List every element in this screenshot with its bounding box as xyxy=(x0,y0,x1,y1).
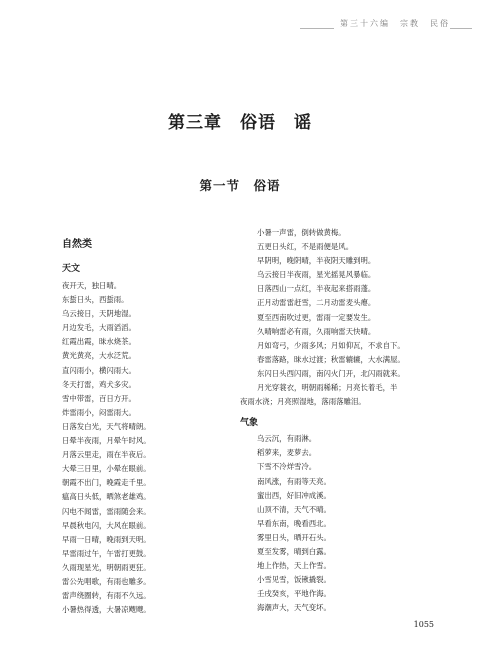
proverb-line: 乌云接日，天阴地湿。 xyxy=(62,309,136,319)
proverb-line: 久雨现星光，明朝雨更狂。 xyxy=(62,562,151,572)
proverb-line: 月边发毛，大雨滔滔。 xyxy=(62,323,136,333)
proverb-line: 蜜出西，好旧冲成溪。 xyxy=(257,490,331,500)
proverb-line: 朝霞不出门，晚霞走千里。 xyxy=(62,478,151,488)
proverb-line: 小暑热得透，大暑凉飕飕。 xyxy=(62,605,151,615)
proverb-line: 早雨一日晴，晚雨到天明。 xyxy=(62,534,151,544)
proverb-line: 地上作热，天上作雪。 xyxy=(257,561,331,571)
proverb-line: 红霞出霞，昧水烧茶。 xyxy=(62,337,136,347)
proverb-list-right-top xyxy=(240,226,450,409)
proverb-line: 早雷雨过午，午雷打更鼓。 xyxy=(62,548,151,558)
proverb-line: 五更日头红，不是雨便是风。 xyxy=(257,242,354,252)
proverb-line: 乌云沉，有雨淋。 xyxy=(257,434,317,444)
proverb-line: 夏至发雾，晴到白露。 xyxy=(257,546,331,556)
proverb-line: 月光穿蓑衣，明朝雨稀稀；月亮长着毛，半 xyxy=(257,383,398,393)
proverb-line: 闪电不闻雷，雷雨随会来。 xyxy=(62,506,151,516)
proverb-line: 早阴明，晚阴晴，半夜阴天雕到明。 xyxy=(257,256,376,266)
category-heading: 自然类 xyxy=(62,239,92,250)
proverb-line: 雪中带雷，百日方开。 xyxy=(62,393,136,403)
proverb-line: 夏至西南吹过更，雷雨一定要发生。 xyxy=(257,312,376,322)
proverb-line: 月如弯弓，少雨多风；月如仰瓦，不求自下。 xyxy=(257,340,405,350)
proverb-line: 乌云接日半夜雨，星光摇晃风暴临。 xyxy=(257,270,376,280)
proverb-line: 早晨秋电闪，大风在眼前。 xyxy=(62,520,151,530)
proverb-line: 久晴响雷必有雨，久雨响雷天快晴。 xyxy=(257,326,376,336)
proverb-line: 早看东南，晚看西北。 xyxy=(257,518,331,528)
proverb-line: 夜开天，独日晴。 xyxy=(62,281,122,290)
proverb-line: 炸雷雨小，闷雷雨大。 xyxy=(62,407,136,417)
proverb-line: 雷声绕圈转，有雨不久远。 xyxy=(62,591,151,601)
proverb-line: 冬天打雷，鸡犬多灾。 xyxy=(62,379,136,389)
right-column xyxy=(240,226,450,615)
proverb-line: 下雪不冷烊雪冷。 xyxy=(257,462,317,472)
proverb-list-right-bottom xyxy=(240,432,450,615)
proverb-list-left xyxy=(62,279,242,617)
left-column xyxy=(62,238,242,617)
proverb-line: 日落西山一点红，半夜起来搭雨蓬。 xyxy=(257,284,376,294)
proverb-line: 瘟高日头低，晒煞老雄鸡。 xyxy=(62,492,151,502)
proverb-line: 春雷落路，昧水过渡；秋雷辘辘，大水满屋。 xyxy=(257,354,405,364)
proverb-line: 小暑一声雷，倒转做黄梅。 xyxy=(257,228,346,237)
running-header xyxy=(0,18,480,36)
proverb-line: 黄光黄亮，大水泛荒。 xyxy=(62,351,136,361)
section-title: 第一节 俗语 xyxy=(199,178,281,193)
proverb-line: 雾里日头，晒开石头。 xyxy=(257,532,331,542)
proverb-line: 壬戌癸亥，平地作海。 xyxy=(257,589,331,599)
chapter-title: 第三章 俗语 谣 xyxy=(168,113,312,133)
page-number: 1055 xyxy=(413,620,434,629)
proverb-line: 月落云里走，雨在半夜后。 xyxy=(62,450,151,460)
proverb-line: 正月动雷雷赶雪，二月动雷麦头瘪。 xyxy=(257,298,376,308)
proverb-line: 雷公先唱歌，有雨也雕多。 xyxy=(62,576,151,586)
proverb-line: 东闪日头西闪雨，南闪火门开，北闪雨就来。 xyxy=(257,368,405,378)
proverb-line: 南风涨，有雨等天亮。 xyxy=(257,476,331,486)
proverb-line: 大晕三日里，小晕在眼前。 xyxy=(62,464,151,474)
running-header-text: 第三十六编 宗教 民俗 xyxy=(334,18,450,29)
proverb-line: 海潮声大，天气变坏。 xyxy=(257,603,331,613)
proverb-line: 日落发白光，天气将晴朗。 xyxy=(62,421,151,431)
subcategory-heading-astronomy: 天文 xyxy=(62,264,81,274)
subcategory-heading-weather: 气象 xyxy=(240,418,259,429)
proverb-line: 小雪见雪，饭锹撬裂。 xyxy=(257,575,331,585)
proverb-line: 山顶不清，天气不晴。 xyxy=(257,504,331,514)
proverb-line: 直闪雨小，横闪雨大。 xyxy=(62,365,136,375)
proverb-line: 东蜇日头，西蜇雨。 xyxy=(62,295,129,305)
proverb-line: 稻萝来，麦萝去。 xyxy=(257,448,317,458)
proverb-line: 日晕半夜雨，月晕午时风。 xyxy=(62,436,151,446)
proverb-line: 夜雨水浇；月亮照湿地，落雨落雕泪。 xyxy=(240,397,366,407)
